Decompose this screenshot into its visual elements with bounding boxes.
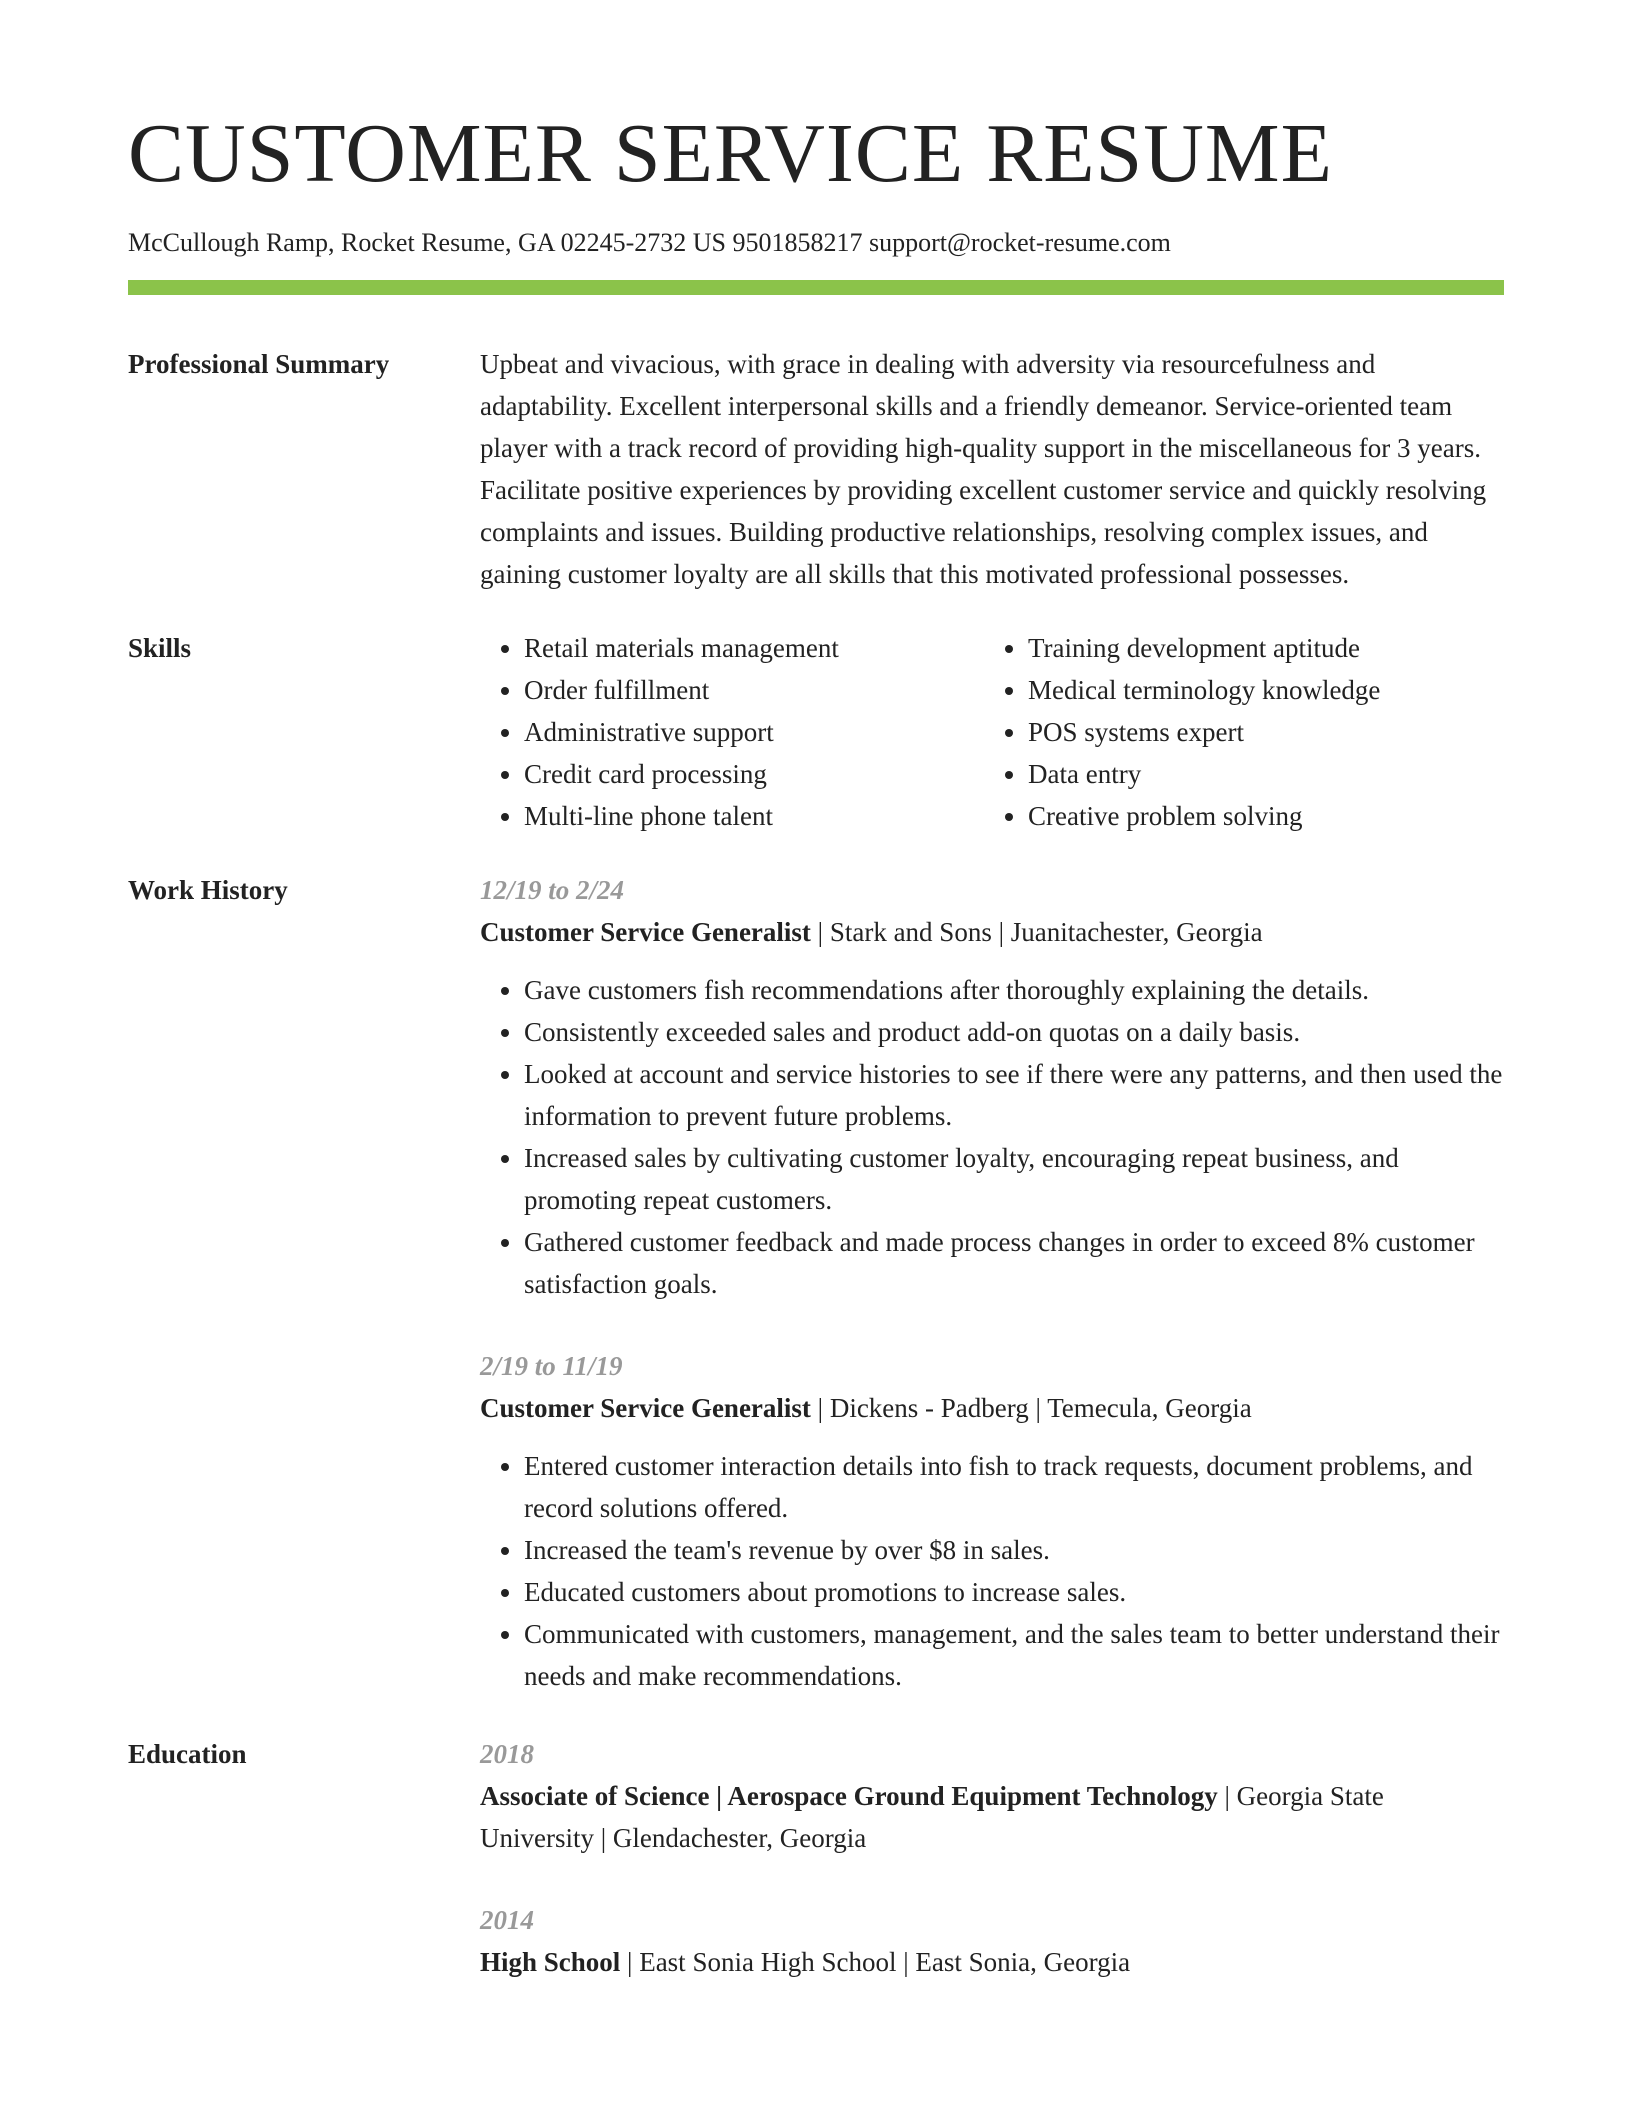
skills-list-right: [984, 627, 1488, 837]
education-year: 2018: [480, 1738, 534, 1769]
summary-text: Upbeat and vivacious, with grace in dealing with adversity via resourcefulness and adaptability. Excellent interpersonal skills and a friendly demeanor. Service-oriented team player with a track record of providing high-quality support in the miscellaneous for 3 years. Facilitate positive experiences by providing excellent customer service and quickly resolving complaints and issues. Building productive relationships, resolving complex issues, and gaining customer loyalty are all skills that this motivated professional possesses.: [480, 348, 1487, 589]
section-heading-skills: Skills: [128, 632, 192, 663]
work-history-section: [128, 869, 1504, 1697]
resume-title: CUSTOMER SERVICE RESUME: [128, 107, 1333, 200]
education-details: | Georgia State University | Glendachester, Georgia: [480, 1780, 1384, 1853]
job-bullet: • Looked at account and service histories to see if there were any patterns, and then used the information to prevent future problems.: [524, 1053, 1504, 1137]
accent-divider: [128, 280, 1504, 295]
skill-item: • Administrative support: [524, 711, 984, 753]
job-bullet: • Educated customers about promotions to increase sales.: [524, 1571, 1504, 1613]
education-degree: High School: [480, 1946, 621, 1977]
job-role: Customer Service Generalist: [480, 916, 811, 947]
job-bullet: • Consistently exceeded sales and product add-on quotas on a daily basis.: [524, 1011, 1504, 1053]
summary-section: [128, 343, 1504, 595]
job-entry: [480, 869, 1504, 1305]
skills-list-left: [480, 627, 984, 837]
resume-page: [128, 107, 1504, 1983]
education-line: [480, 1941, 1504, 1983]
section-heading-education: Education: [128, 1738, 247, 1769]
skill-item: • Credit card processing: [524, 753, 984, 795]
job-details: | Stark and Sons | Juanitachester, Georgia: [810, 916, 1263, 947]
education-degree: Associate of Science | Aerospace Ground Equipment Technology: [480, 1780, 1218, 1811]
job-bullet: • Gave customers fish recommendations after thoroughly explaining the details.: [524, 969, 1504, 1011]
job-dates: 2/19 to 11/19: [480, 1350, 623, 1381]
job-title-line: [480, 1387, 1504, 1429]
education-line: [480, 1775, 1504, 1859]
education-entry: [480, 1899, 1504, 1983]
section-heading-work: Work History: [128, 874, 288, 905]
job-bullets: [480, 969, 1504, 1305]
job-entry: [480, 1345, 1504, 1697]
work-history-body: [480, 869, 1504, 1697]
education-body: [480, 1733, 1504, 1983]
skill-item: • Retail materials management: [524, 627, 984, 669]
skills-section: [128, 627, 1504, 837]
section-heading-summary: Professional Summary: [128, 348, 390, 379]
job-bullet: • Gathered customer feedback and made process changes in order to exceed 8% customer satisfaction goals.: [524, 1221, 1504, 1305]
job-bullet: • Entered customer interaction details into fish to track requests, document problems, and record solutions offered.: [524, 1445, 1504, 1529]
education-entry: [480, 1733, 1504, 1859]
skill-item: • Creative problem solving: [1028, 795, 1488, 837]
education-section: [128, 1733, 1504, 1983]
job-bullet: • Communicated with customers, management, and the sales team to better understand their needs and make recommendations.: [524, 1613, 1504, 1697]
skill-item: • Medical terminology knowledge: [1028, 669, 1488, 711]
job-bullets: [480, 1445, 1504, 1697]
skills-columns: [480, 627, 1504, 837]
education-year: 2014: [480, 1904, 534, 1935]
job-dates: 12/19 to 2/24: [480, 874, 625, 905]
job-bullet: • Increased the team's revenue by over $8 in sales.: [524, 1529, 1504, 1571]
job-role: Customer Service Generalist: [480, 1392, 811, 1423]
job-title-line: [480, 911, 1504, 953]
skill-item: • Data entry: [1028, 753, 1488, 795]
job-bullet: • Increased sales by cultivating customer loyalty, encouraging repeat business, and promoting repeat customers.: [524, 1137, 1504, 1221]
job-details: | Dickens - Padberg | Temecula, Georgia: [810, 1392, 1252, 1423]
skill-item: • Multi-line phone talent: [524, 795, 984, 837]
skill-item: • Training development aptitude: [1028, 627, 1488, 669]
skill-item: • Order fulfillment: [524, 669, 984, 711]
education-details: | East Sonia High School | East Sonia, Georgia: [620, 1946, 1131, 1977]
contact-line: McCullough Ramp, Rocket Resume, GA 02245-2732 US 9501858217 support@rocket-resume.com: [128, 228, 1171, 258]
skill-item: • POS systems expert: [1028, 711, 1488, 753]
